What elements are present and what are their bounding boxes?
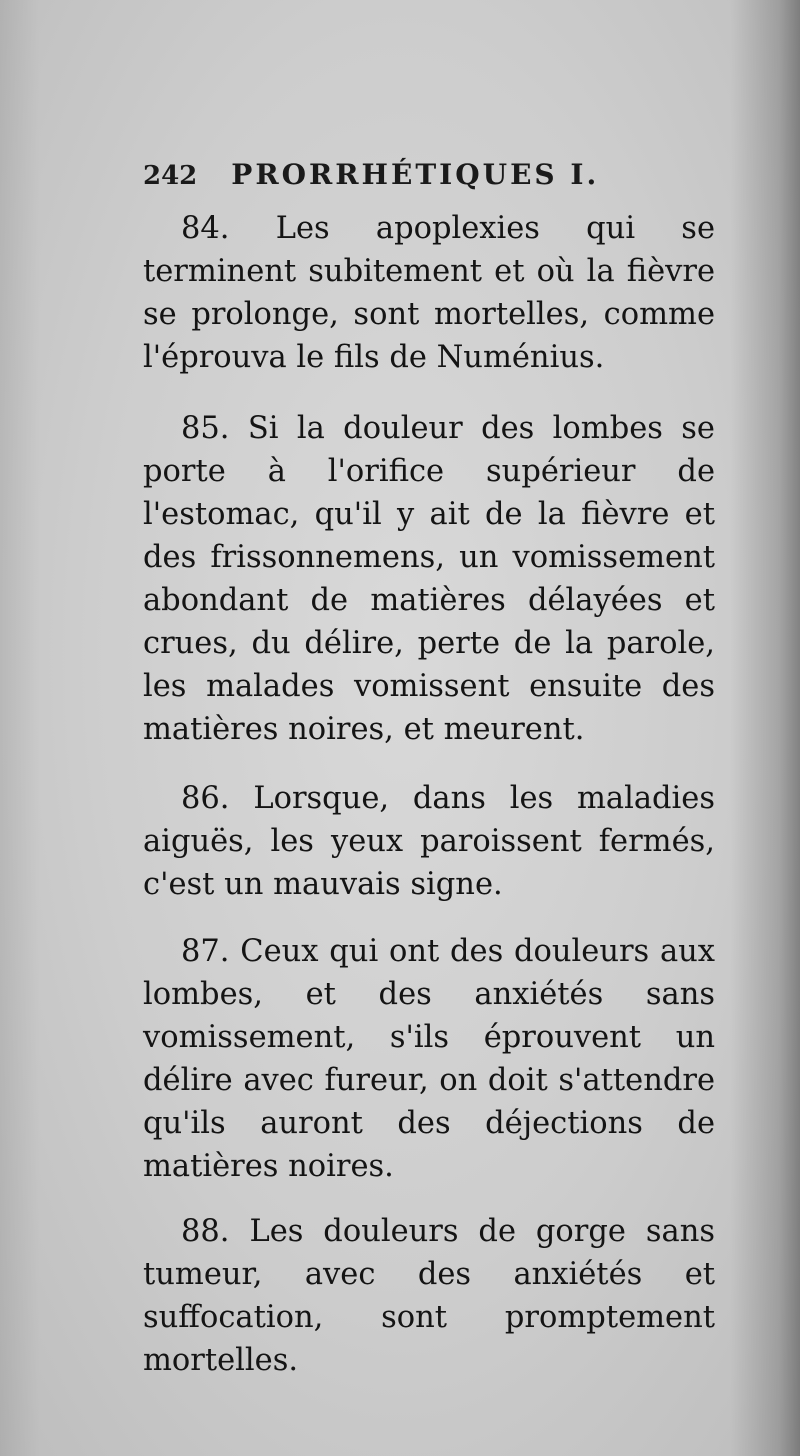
aphorism-number: 86. — [181, 781, 230, 816]
aphorism-text: Les apoplexies qui se terminent subitement et où la fièvre se prolonge, sont mortelles, comme l'éprouva le fils de Numénius. — [143, 211, 715, 375]
text-block — [143, 158, 715, 1382]
aphorism-number: 87. — [181, 934, 230, 969]
aphorism-88 — [143, 1210, 715, 1382]
aphorism-86 — [143, 777, 715, 906]
aphorism-text: Lorsque, dans les maladies aiguës, les yeux paroissent fermés, c'est un mauvais signe. — [143, 781, 715, 902]
aphorism-number: 85. — [181, 411, 230, 446]
aphorism-number: 88. — [181, 1214, 230, 1249]
aphorism-text: Si la douleur des lombes se porte à l'orifice supérieur de l'estomac, qu'il y ait de la fièvre et des frissonnemens, un vomissement abondant de matières délayées et crues, du délire, perte de la parole, les malades vomissent ensuite des matières noires, et meurent. — [143, 411, 715, 747]
running-header — [143, 158, 715, 202]
aphorism-84 — [143, 207, 715, 379]
page-number: 242 — [143, 161, 198, 191]
spine-shadow — [730, 0, 800, 1456]
aphorism-number: 84. — [181, 211, 230, 246]
aphorism-text: Ceux qui ont des douleurs aux lombes, et des anxiétés sans vomissement, s'ils éprouvent un délire avec fureur, on doit s'attendre qu'ils auront des déjections de matières noires. — [143, 934, 715, 1184]
aphorism-85 — [143, 407, 715, 751]
aphorism-text: Les douleurs de gorge sans tumeur, avec des anxiétés et suffocation, sont promptement mortelles. — [143, 1214, 715, 1378]
page-edge-shading — [0, 0, 40, 1456]
aphorism-87 — [143, 930, 715, 1188]
running-title: PRORRHÉTIQUES I. — [231, 158, 600, 191]
